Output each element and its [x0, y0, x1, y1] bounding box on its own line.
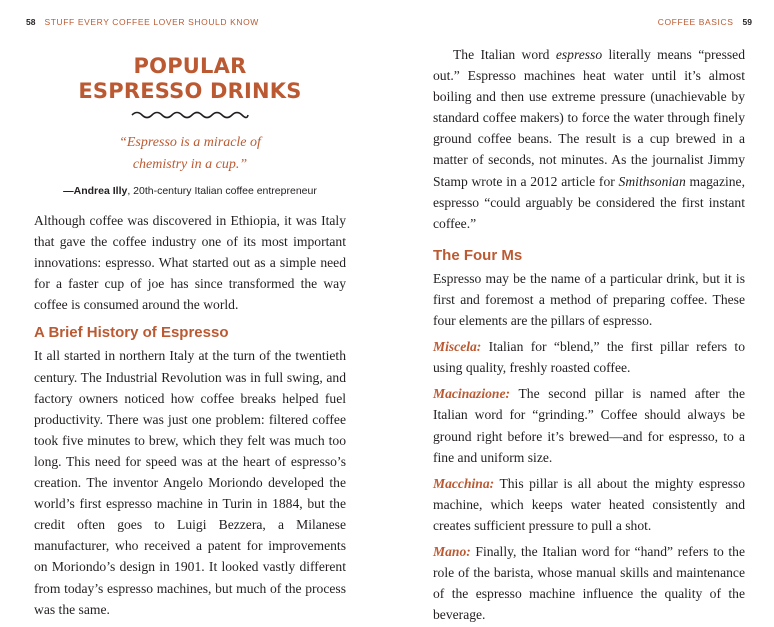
text-run: The Italian word [453, 47, 556, 62]
epigraph-quote [34, 132, 346, 176]
right-running-head-text: COFFEE BASICS [657, 17, 734, 27]
right-body [433, 44, 745, 625]
pillar-text: The second pillar is named after the Italian word for “grinding.” Coffee should always be ground right before it’s brewed—and for espresso, to a fine and uniform size. [433, 386, 745, 465]
right-page [387, 0, 774, 627]
pillar-mano [433, 541, 745, 625]
epigraph-line-2: chemistry in a cup.” [132, 157, 248, 172]
epigraph-line-1: “Espresso is a miracle of [119, 135, 261, 150]
left-running-head [26, 17, 259, 27]
pillar-term: Macinazione: [433, 386, 511, 402]
chapter-title [34, 54, 346, 104]
pillar-text: Italian for “blend,” the first pillar refers to using quality, freshly roasted coffee. [433, 339, 745, 376]
text-run: literally means “pressed out.” Espresso machines heat water until it’s almost boiling and then use extreme pressure (unachievable by standard coffee makers) to force the water through finely ground coffee beans. The result is a cup brewed in a matter of seconds, not minutes. As the journalist Jimmy Stamp wrote in a 2012 article for [433, 47, 745, 189]
history-heading: A Brief History of Espresso [34, 324, 229, 342]
text-run: magazine, espresso “could arguably be considered the first instant coffee.” [433, 173, 745, 231]
pillar-term: Mano: [433, 543, 471, 559]
right-page-number: 59 [742, 17, 752, 27]
history-paragraph: It all started in northern Italy at the turn of the twentieth century. The Industrial Revolution was in full swing, and factory owners noticed how coffee breaks helped fuel productivity. There was just one problem: filtered coffee took five minutes to brew, which they felt was much too long. This need for speed was at the heart of espresso’s creation. The inventor Angelo Moriondo developed the world’s first espresso machine in Turin in 1884, but the credit often goes to Luigi Bezzera, a Milanese manufacturer, who received a patent for improvements on Moriondo’s design in 1901. It looked vastly different from today’s espresso machines, but much of the process was the same. [34, 348, 346, 617]
pillar-macchina [433, 473, 745, 536]
left-body [34, 210, 346, 620]
chapter-title-block [34, 54, 346, 202]
left-running-head-text: STUFF EVERY COFFEE LOVER SHOULD KNOW [44, 17, 259, 27]
squiggle-divider-icon [130, 110, 250, 120]
pillar-term: Miscela: [433, 339, 482, 355]
right-running-head [658, 17, 752, 27]
chapter-title-line-2: ESPRESSO DRINKS [78, 79, 302, 103]
attribution-name: —Andrea Illy [63, 185, 128, 197]
pillar-miscela [433, 336, 745, 378]
four-ms-intro: Espresso may be the name of a particular drink, but it is first and foremost a method of preparing coffee. These four elements are the pillars of espresso. [433, 270, 745, 329]
pillar-text: Finally, the Italian word for “hand” refers to the role of the barista, whose manual skills and maintenance of the espresso machine influence the quality of the beverage. [433, 543, 745, 623]
intro-paragraph: Although coffee was discovered in Ethiopia, it was Italy that gave the coffee industry one of its most important innovations: espresso. What started out as a simple need for a faster cup of joe has since transformed the way coffee is consumed around the world. [34, 213, 346, 313]
italic-term-smithsonian: Smithsonian [618, 173, 686, 189]
epigraph-attribution [34, 181, 346, 202]
pillar-text: This pillar is all about the mighty espresso machine, which keeps water heated consistently and creates sufficient pressure to pull a shot. [433, 475, 745, 533]
pillar-term: Macchina: [433, 475, 495, 491]
attribution-description: , 20th-century Italian coffee entrepreneur [127, 185, 317, 197]
left-page-number: 58 [26, 17, 36, 27]
four-ms-heading: The Four Ms [433, 246, 523, 264]
pillar-macinazione [433, 383, 745, 467]
espresso-meaning-paragraph [433, 44, 745, 234]
chapter-title-line-1: POPULAR [133, 54, 247, 78]
italic-term-espresso: espresso [555, 47, 603, 62]
